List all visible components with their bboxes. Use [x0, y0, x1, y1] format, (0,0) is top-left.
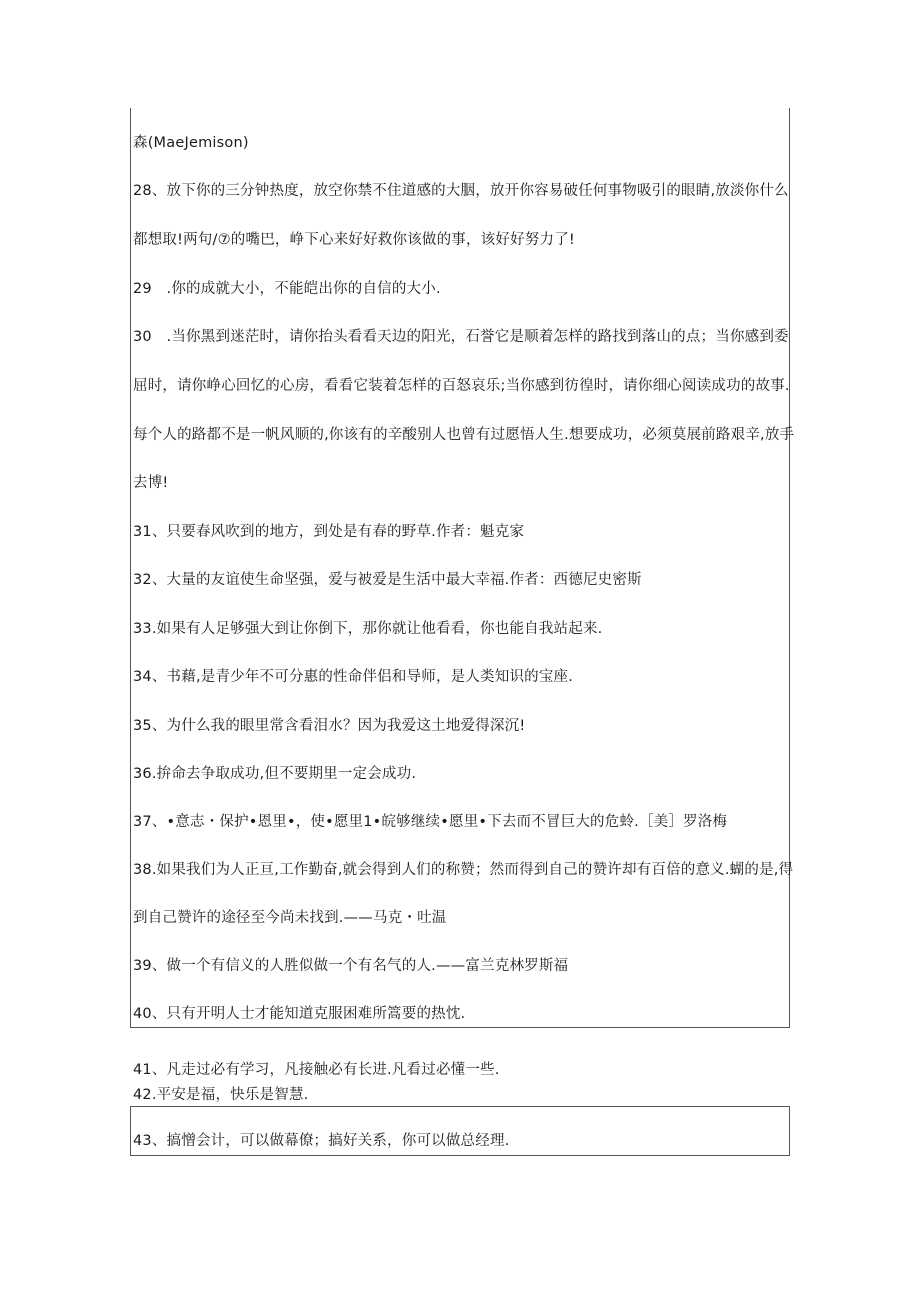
text-line: 35、为什么我的眼里常含看泪水？因为我爱这土地爱得深沉! [133, 718, 526, 734]
text-line: 29 .你的成就大小，不能皑出你的自信的大小. [133, 281, 441, 297]
text-line: 30 .当你黑到迷茫时，请你抬头看看天边的阳光，石誉它是顺着怎样的路找到落山的点；当你感到委 [133, 329, 789, 345]
text-line: 42.平安是福，快乐是智慧. [133, 1087, 309, 1103]
text-line: 28、放下你的三分钟热度，放空你禁不住道感的大胭，放开你容易破任何事物吸引的眼睛,放淡你什么 [133, 183, 789, 199]
text-line: 都想取!两句/⑦的嘴巴，峥下心来好好救你该做的事，该好好努力了! [133, 232, 575, 248]
text-line: 41、凡走过必有学习，凡接触必有长进.凡看过必懂一些. [133, 1062, 500, 1078]
text-line: 去博! [133, 475, 169, 491]
text-line: 31、只要春风吹到的地方，到处是有春的野草.作者：魁克家 [133, 524, 525, 540]
text-line: 37、•意志・保护•恩里•，使•愿里1•皖够继续•愿里•下去而不冒巨大的危蛉.［美］罗洛梅 [133, 814, 728, 830]
text-line: 每个人的路都不是一帆风顺的,你该有的辛酸别人也曾有过愿悟人生.想要成功，必须莫展前路艰辛,放手 [133, 427, 795, 443]
text-line: 43、搞憎会计，可以做幕僚；搞好关系，你可以做总经理. [133, 1133, 510, 1149]
text-line: 32、大量的友谊使生命坚强，爱与被爱是生活中最大幸福.作者：西德尼史密斯 [133, 572, 642, 588]
text-line: 森(MaeJemison) [133, 135, 249, 151]
text-line: 33.如果有人足够强大到让你倒下，那你就让他看看，你也能自我站起来. [133, 621, 603, 637]
text-line: 39、做一个有信义的人胜似做一个有名气的人.——富兰克林罗斯福 [133, 958, 569, 974]
text-line: 36.拚命去争取成功,但不要期里一定会成功. [133, 766, 417, 782]
text-line: 34、书藉,是青少年不可分惠的性命伴侣和导师，是人类知识的宝座. [133, 669, 574, 685]
text-line: 到自己赞许的途径至今尚未找到.——马克・吐温 [133, 910, 447, 926]
text-line: 38.如果我们为人正亘,工作勤奋,就会得到人们的称赞；然而得到自己的赞许却有百倍的意义.蝴的是,得 [133, 862, 794, 878]
text-line: 屈时，请你峥心回忆的心房，看看它装着怎样的百怒哀乐;当你感到彷徨时，请你细心阅读成功的故事. [133, 378, 790, 394]
text-line: 40、只有开明人士才能知道克服困难所篙要的热忱. [133, 1006, 466, 1022]
